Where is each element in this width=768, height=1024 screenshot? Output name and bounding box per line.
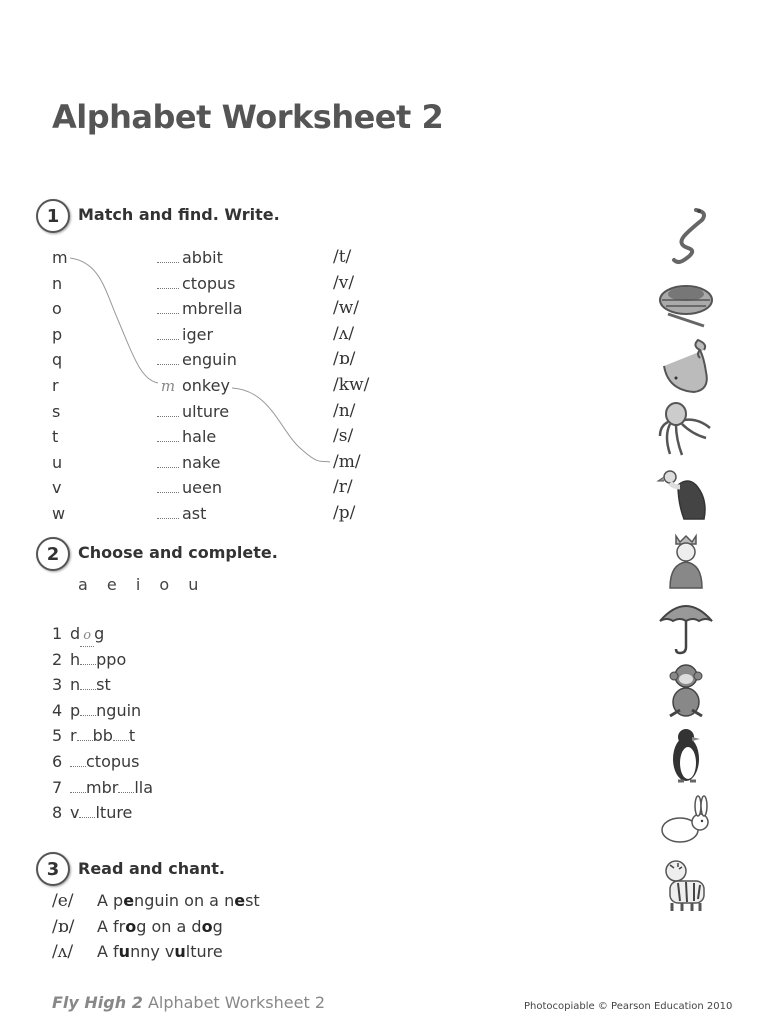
footer-subtitle: Alphabet Worksheet 2 bbox=[147, 993, 326, 1012]
complete-item bbox=[52, 650, 126, 670]
rabbit-icon bbox=[656, 790, 716, 850]
complete-item bbox=[52, 701, 141, 721]
chant-text bbox=[97, 942, 223, 962]
word-part: lla bbox=[134, 778, 154, 797]
blank-dots bbox=[80, 703, 96, 716]
monkey-icon bbox=[656, 660, 716, 720]
copyright-notice: Photocopiable © Pearson Education 2010 bbox=[524, 1001, 733, 1012]
letter: q bbox=[52, 350, 63, 369]
brand-name: Fly High 2 bbox=[52, 993, 143, 1012]
highlighted-vowel: u bbox=[174, 942, 186, 961]
section-2-heading: Choose and complete. bbox=[78, 543, 278, 562]
highlighted-vowel: o bbox=[125, 917, 137, 936]
section-3-number: 3 bbox=[36, 852, 70, 886]
blank-dots bbox=[80, 677, 96, 690]
chant-part: g on a d bbox=[136, 917, 202, 936]
word-part: p bbox=[70, 701, 81, 720]
umbrella-icon bbox=[656, 595, 716, 655]
word-part: ctopus bbox=[86, 752, 140, 771]
handwritten-answer: o bbox=[80, 626, 94, 647]
word-part: mbr bbox=[86, 778, 119, 797]
word-ending: abbit bbox=[182, 248, 223, 267]
blank-dots bbox=[77, 728, 93, 741]
word-ending: mbrella bbox=[182, 299, 243, 318]
letter: v bbox=[52, 478, 62, 497]
section-1-heading: Match and find. Write. bbox=[78, 205, 280, 224]
sound-symbol: /kw/ bbox=[333, 375, 370, 395]
sound-symbol: /ɒ/ bbox=[333, 349, 356, 369]
blank-dots bbox=[70, 780, 86, 793]
blank-dots bbox=[80, 652, 96, 665]
word-ending: enguin bbox=[182, 350, 237, 369]
page-title: Alphabet Worksheet 2 bbox=[52, 98, 444, 136]
word-part: lture bbox=[95, 803, 133, 822]
blank-dots bbox=[118, 780, 134, 793]
chant-part: A f bbox=[97, 942, 119, 961]
snake-icon bbox=[656, 205, 716, 265]
whale-icon bbox=[656, 336, 716, 396]
chant-part: lture bbox=[185, 942, 223, 961]
match-line-m-to-monkey bbox=[70, 258, 158, 383]
word-part: g bbox=[94, 624, 105, 643]
item-number: 4 bbox=[52, 701, 63, 720]
item-number: 6 bbox=[52, 752, 63, 771]
nest-icon bbox=[656, 270, 716, 330]
item-number: 5 bbox=[52, 726, 63, 745]
sound-symbol: /s/ bbox=[333, 426, 354, 446]
sound-symbol: /m/ bbox=[333, 452, 361, 472]
highlighted-vowel: e bbox=[123, 891, 135, 910]
letter: w bbox=[52, 504, 66, 523]
complete-item bbox=[52, 675, 111, 695]
blank-dots bbox=[70, 754, 86, 767]
chant-text bbox=[97, 891, 260, 911]
word-part: bb bbox=[92, 726, 113, 745]
word-part: st bbox=[96, 675, 111, 694]
queen-icon bbox=[656, 530, 716, 590]
chant-part: A p bbox=[97, 891, 124, 910]
word-ending: ast bbox=[182, 504, 207, 523]
sound-symbol: /ʌ/ bbox=[333, 324, 355, 344]
chant-sound: /ɒ/ bbox=[52, 917, 75, 937]
word-ending: hale bbox=[182, 427, 217, 446]
handwritten-answer: m bbox=[160, 377, 176, 395]
item-number: 7 bbox=[52, 778, 63, 797]
octopus-icon bbox=[656, 400, 716, 460]
word-ending: nake bbox=[182, 453, 221, 472]
chant-part: g bbox=[212, 917, 223, 936]
blank-dots bbox=[79, 805, 95, 818]
letter: p bbox=[52, 325, 63, 344]
section-1-number: 1 bbox=[36, 199, 70, 233]
letter: t bbox=[52, 427, 59, 446]
word-part: ppo bbox=[96, 650, 127, 669]
letter: s bbox=[52, 402, 61, 421]
vowel-choices: a e i o u bbox=[78, 575, 199, 594]
word-ending: ulture bbox=[182, 402, 230, 421]
item-number: 1 bbox=[52, 624, 63, 643]
complete-item bbox=[52, 803, 132, 823]
chant-part: st bbox=[245, 891, 260, 910]
word-ending: onkey bbox=[182, 376, 230, 395]
word-ending: iger bbox=[182, 325, 214, 344]
letter: n bbox=[52, 274, 63, 293]
match-line-monkey-to-sound bbox=[232, 388, 330, 462]
chant-sound: /e/ bbox=[52, 891, 74, 911]
word-ending: ctopus bbox=[182, 274, 236, 293]
sound-symbol: /r/ bbox=[333, 477, 353, 497]
sound-symbol: /n/ bbox=[333, 401, 356, 421]
word-part: t bbox=[128, 726, 136, 745]
tiger-icon bbox=[656, 855, 716, 915]
word-ending: ueen bbox=[182, 478, 222, 497]
sound-symbol: /w/ bbox=[333, 298, 360, 318]
word-part: n bbox=[70, 675, 81, 694]
section-3-heading: Read and chant. bbox=[78, 859, 225, 878]
word-part: v bbox=[70, 803, 80, 822]
letter: o bbox=[52, 299, 62, 318]
letter: r bbox=[52, 376, 59, 395]
chant-part: nguin on a n bbox=[134, 891, 235, 910]
item-number: 2 bbox=[52, 650, 63, 669]
complete-item bbox=[52, 624, 104, 647]
penguin-icon bbox=[656, 725, 716, 785]
highlighted-vowel: o bbox=[201, 917, 213, 936]
sound-symbol: /p/ bbox=[333, 503, 356, 523]
blank-dots bbox=[113, 728, 129, 741]
section-2-number: 2 bbox=[36, 537, 70, 571]
sound-symbol: /t/ bbox=[333, 247, 352, 267]
highlighted-vowel: u bbox=[118, 942, 131, 961]
complete-item bbox=[52, 752, 140, 772]
footer-brand bbox=[52, 993, 325, 1012]
highlighted-vowel: e bbox=[234, 891, 246, 910]
letter: m bbox=[52, 248, 68, 267]
letter: u bbox=[52, 453, 63, 472]
item-number: 3 bbox=[52, 675, 63, 694]
word-part: h bbox=[70, 650, 81, 669]
complete-item bbox=[52, 726, 135, 746]
word-part: d bbox=[70, 624, 81, 643]
chant-text bbox=[97, 917, 223, 937]
chant-part: nny v bbox=[130, 942, 175, 961]
chant-part: A fr bbox=[97, 917, 126, 936]
item-number: 8 bbox=[52, 803, 63, 822]
word-part: r bbox=[70, 726, 77, 745]
vulture-icon bbox=[656, 465, 716, 525]
word-part: nguin bbox=[96, 701, 142, 720]
sound-symbol: /v/ bbox=[333, 273, 355, 293]
complete-item bbox=[52, 778, 153, 798]
chant-sound: /ʌ/ bbox=[52, 942, 74, 962]
